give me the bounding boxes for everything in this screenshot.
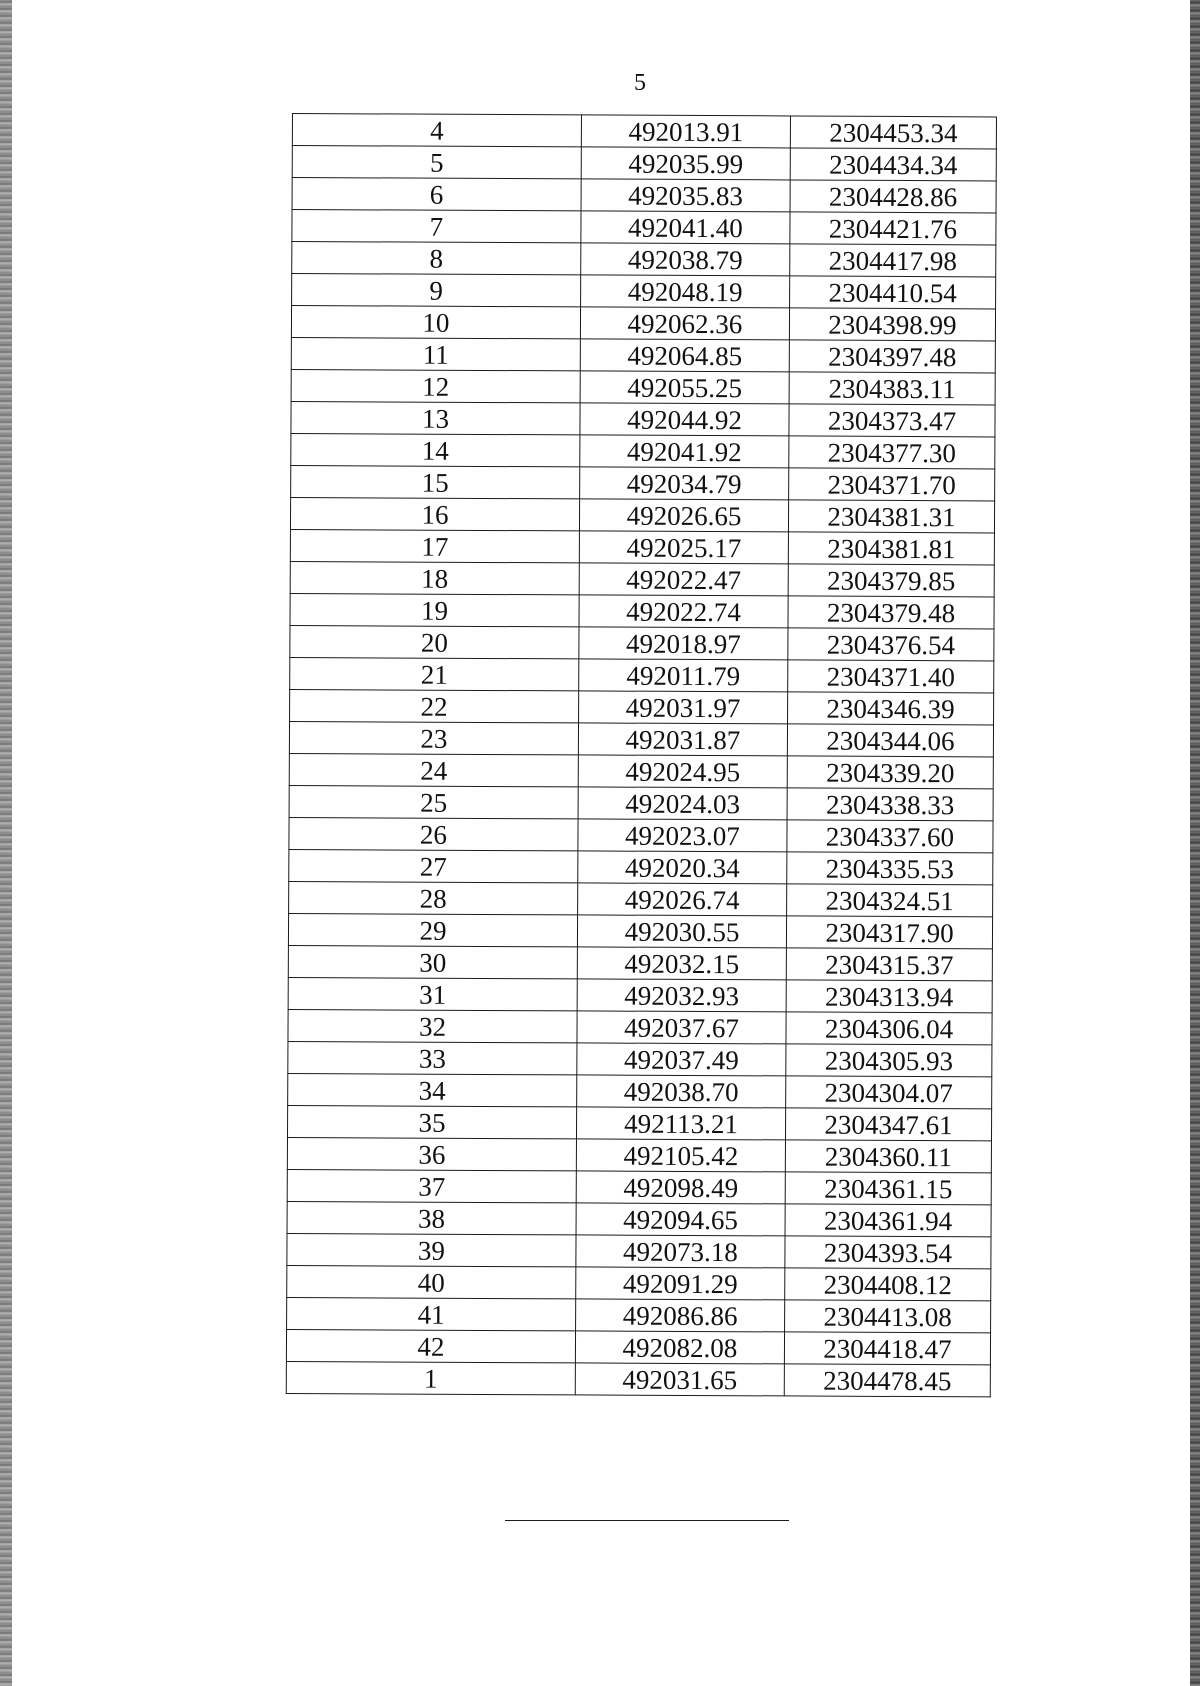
x-coordinate-cell: 492032.93 bbox=[577, 979, 786, 1012]
y-coordinate-cell: 2304317.90 bbox=[786, 916, 992, 949]
table-row bbox=[290, 689, 994, 724]
x-coordinate-cell: 492048.19 bbox=[581, 275, 790, 308]
x-coordinate-cell: 492026.74 bbox=[578, 883, 787, 916]
y-coordinate-cell: 2304478.45 bbox=[784, 1364, 990, 1397]
x-coordinate-cell: 492082.08 bbox=[575, 1331, 784, 1364]
table-row bbox=[288, 913, 992, 948]
table-row bbox=[287, 1201, 991, 1236]
x-coordinate-cell: 492024.03 bbox=[578, 787, 787, 820]
x-coordinate-cell: 492031.87 bbox=[578, 723, 787, 756]
point-number-cell: 35 bbox=[287, 1105, 576, 1138]
table-row bbox=[292, 114, 996, 149]
y-coordinate-cell: 2304393.54 bbox=[785, 1236, 991, 1269]
y-coordinate-cell: 2304305.93 bbox=[786, 1044, 992, 1077]
y-coordinate-cell: 2304453.34 bbox=[790, 116, 996, 149]
table-row bbox=[290, 497, 994, 532]
y-coordinate-cell: 2304347.61 bbox=[785, 1108, 991, 1141]
table-row bbox=[287, 1265, 991, 1300]
y-coordinate-cell: 2304397.48 bbox=[789, 340, 995, 373]
table-row bbox=[289, 721, 993, 756]
y-coordinate-cell: 2304344.06 bbox=[787, 724, 993, 757]
table-row bbox=[287, 1137, 991, 1172]
x-coordinate-cell: 492086.86 bbox=[576, 1299, 785, 1332]
y-coordinate-cell: 2304379.48 bbox=[788, 596, 994, 629]
table-row bbox=[288, 1073, 992, 1108]
y-coordinate-cell: 2304324.51 bbox=[787, 884, 993, 917]
table-row bbox=[291, 401, 995, 436]
y-coordinate-cell: 2304383.11 bbox=[789, 372, 995, 405]
x-coordinate-cell: 492073.18 bbox=[576, 1235, 785, 1268]
x-coordinate-cell: 492064.85 bbox=[580, 339, 789, 372]
y-coordinate-cell: 2304381.31 bbox=[788, 500, 994, 533]
table-row bbox=[288, 977, 992, 1012]
x-coordinate-cell: 492035.83 bbox=[581, 179, 790, 212]
y-coordinate-cell: 2304361.94 bbox=[785, 1204, 991, 1237]
x-coordinate-cell: 492091.29 bbox=[576, 1267, 785, 1300]
y-coordinate-cell: 2304371.70 bbox=[789, 468, 995, 501]
y-coordinate-cell: 2304315.37 bbox=[786, 948, 992, 981]
y-coordinate-cell: 2304417.98 bbox=[790, 244, 996, 277]
point-number-cell: 20 bbox=[290, 625, 579, 658]
x-coordinate-cell: 492062.36 bbox=[580, 307, 789, 340]
x-coordinate-cell: 492026.65 bbox=[579, 499, 788, 532]
x-coordinate-cell: 492035.99 bbox=[581, 147, 790, 180]
point-number-cell: 27 bbox=[289, 849, 578, 882]
point-number-cell: 22 bbox=[290, 689, 579, 722]
x-coordinate-cell: 492024.95 bbox=[578, 755, 787, 788]
table-row bbox=[292, 210, 996, 245]
table-row bbox=[287, 1233, 991, 1268]
point-number-cell: 30 bbox=[288, 945, 577, 978]
y-coordinate-cell: 2304338.33 bbox=[787, 788, 993, 821]
x-coordinate-cell: 492105.42 bbox=[576, 1139, 785, 1172]
table-row bbox=[292, 178, 996, 213]
table-row bbox=[287, 1297, 991, 1332]
table-row bbox=[288, 1041, 992, 1076]
coordinate-table-body bbox=[286, 114, 996, 1397]
x-coordinate-cell: 492034.79 bbox=[580, 467, 789, 500]
scan-edge-left bbox=[0, 0, 12, 1686]
y-coordinate-cell: 2304346.39 bbox=[788, 692, 994, 725]
x-coordinate-cell: 492044.92 bbox=[580, 403, 789, 436]
coordinate-table bbox=[286, 113, 997, 1397]
table-row bbox=[286, 1361, 990, 1396]
y-coordinate-cell: 2304313.94 bbox=[786, 980, 992, 1013]
table-row bbox=[287, 1105, 991, 1140]
point-number-cell: 33 bbox=[288, 1041, 577, 1074]
point-number-cell: 12 bbox=[291, 369, 580, 402]
y-coordinate-cell: 2304377.30 bbox=[789, 436, 995, 469]
point-number-cell: 14 bbox=[291, 433, 580, 466]
table-row bbox=[289, 881, 993, 916]
y-coordinate-cell: 2304418.47 bbox=[784, 1332, 990, 1365]
page-number: 5 bbox=[634, 70, 646, 96]
point-number-cell: 28 bbox=[289, 881, 578, 914]
point-number-cell: 5 bbox=[292, 146, 581, 179]
x-coordinate-cell: 492031.97 bbox=[579, 691, 788, 724]
table-row bbox=[292, 274, 996, 309]
x-coordinate-cell: 492022.47 bbox=[579, 563, 788, 596]
point-number-cell: 31 bbox=[288, 977, 577, 1010]
x-coordinate-cell: 492113.21 bbox=[576, 1107, 785, 1140]
point-number-cell: 15 bbox=[291, 465, 580, 498]
y-coordinate-cell: 2304371.40 bbox=[788, 660, 994, 693]
point-number-cell: 32 bbox=[288, 1009, 577, 1042]
point-number-cell: 39 bbox=[287, 1233, 576, 1266]
y-coordinate-cell: 2304335.53 bbox=[787, 852, 993, 885]
y-coordinate-cell: 2304398.99 bbox=[789, 308, 995, 341]
table-row bbox=[292, 146, 996, 181]
point-number-cell: 37 bbox=[287, 1169, 576, 1202]
point-number-cell: 6 bbox=[292, 178, 581, 211]
x-coordinate-cell: 492038.79 bbox=[581, 243, 790, 276]
table-row bbox=[289, 785, 993, 820]
x-coordinate-cell: 492011.79 bbox=[579, 659, 788, 692]
table-row bbox=[287, 1169, 991, 1204]
point-number-cell: 23 bbox=[289, 721, 578, 754]
point-number-cell: 10 bbox=[291, 306, 580, 339]
point-number-cell: 9 bbox=[292, 274, 581, 307]
table-row bbox=[292, 242, 996, 277]
scan-edge-right bbox=[1190, 0, 1200, 1686]
x-coordinate-cell: 492037.67 bbox=[577, 1011, 786, 1044]
table-row bbox=[288, 945, 992, 980]
y-coordinate-cell: 2304337.60 bbox=[787, 820, 993, 853]
point-number-cell: 41 bbox=[287, 1297, 576, 1330]
table-row bbox=[290, 561, 994, 596]
x-coordinate-cell: 492038.70 bbox=[577, 1075, 786, 1108]
x-coordinate-cell: 492030.55 bbox=[577, 915, 786, 948]
table-row bbox=[288, 1009, 992, 1044]
point-number-cell: 7 bbox=[292, 210, 581, 243]
point-number-cell: 26 bbox=[289, 817, 578, 850]
point-number-cell: 4 bbox=[292, 114, 581, 147]
y-coordinate-cell: 2304434.34 bbox=[790, 148, 996, 181]
table-row bbox=[291, 306, 995, 341]
point-number-cell: 36 bbox=[287, 1137, 576, 1170]
y-coordinate-cell: 2304381.81 bbox=[788, 532, 994, 565]
point-number-cell: 1 bbox=[286, 1361, 575, 1394]
table-row bbox=[289, 849, 993, 884]
table-row bbox=[290, 529, 994, 564]
point-number-cell: 24 bbox=[289, 753, 578, 786]
y-coordinate-cell: 2304361.15 bbox=[785, 1172, 991, 1205]
y-coordinate-cell: 2304408.12 bbox=[785, 1268, 991, 1301]
point-number-cell: 29 bbox=[288, 913, 577, 946]
table-row bbox=[291, 433, 995, 468]
x-coordinate-cell: 492013.91 bbox=[581, 115, 790, 148]
point-number-cell: 11 bbox=[291, 337, 580, 370]
point-number-cell: 38 bbox=[287, 1201, 576, 1234]
x-coordinate-cell: 492041.92 bbox=[580, 435, 789, 468]
table-row bbox=[291, 369, 995, 404]
y-coordinate-cell: 2304413.08 bbox=[785, 1300, 991, 1333]
point-number-cell: 16 bbox=[290, 497, 579, 530]
x-coordinate-cell: 492018.97 bbox=[579, 627, 788, 660]
end-rule bbox=[505, 1520, 789, 1521]
x-coordinate-cell: 492031.65 bbox=[575, 1363, 784, 1396]
y-coordinate-cell: 2304410.54 bbox=[790, 276, 996, 309]
table-row bbox=[291, 465, 995, 500]
point-number-cell: 18 bbox=[290, 561, 579, 594]
y-coordinate-cell: 2304379.85 bbox=[788, 564, 994, 597]
y-coordinate-cell: 2304373.47 bbox=[789, 404, 995, 437]
table-row bbox=[290, 593, 994, 628]
x-coordinate-cell: 492094.65 bbox=[576, 1203, 785, 1236]
x-coordinate-cell: 492041.40 bbox=[581, 211, 790, 244]
point-number-cell: 17 bbox=[290, 529, 579, 562]
y-coordinate-cell: 2304304.07 bbox=[786, 1076, 992, 1109]
point-number-cell: 40 bbox=[287, 1265, 576, 1298]
x-coordinate-cell: 492025.17 bbox=[579, 531, 788, 564]
point-number-cell: 21 bbox=[290, 657, 579, 690]
x-coordinate-cell: 492037.49 bbox=[577, 1043, 786, 1076]
point-number-cell: 34 bbox=[288, 1073, 577, 1106]
point-number-cell: 25 bbox=[289, 785, 578, 818]
table-row bbox=[289, 753, 993, 788]
y-coordinate-cell: 2304306.04 bbox=[786, 1012, 992, 1045]
y-coordinate-cell: 2304360.11 bbox=[785, 1140, 991, 1173]
table-row bbox=[286, 1329, 990, 1364]
table-row bbox=[289, 817, 993, 852]
point-number-cell: 42 bbox=[286, 1329, 575, 1362]
point-number-cell: 13 bbox=[291, 401, 580, 434]
y-coordinate-cell: 2304339.20 bbox=[787, 756, 993, 789]
x-coordinate-cell: 492020.34 bbox=[578, 851, 787, 884]
y-coordinate-cell: 2304376.54 bbox=[788, 628, 994, 661]
y-coordinate-cell: 2304428.86 bbox=[790, 180, 996, 213]
x-coordinate-cell: 492032.15 bbox=[577, 947, 786, 980]
x-coordinate-cell: 492055.25 bbox=[580, 371, 789, 404]
x-coordinate-cell: 492098.49 bbox=[576, 1171, 785, 1204]
table-row bbox=[290, 657, 994, 692]
table-row bbox=[290, 625, 994, 660]
table-row bbox=[291, 337, 995, 372]
x-coordinate-cell: 492023.07 bbox=[578, 819, 787, 852]
point-number-cell: 8 bbox=[292, 242, 581, 275]
point-number-cell: 19 bbox=[290, 593, 579, 626]
x-coordinate-cell: 492022.74 bbox=[579, 595, 788, 628]
y-coordinate-cell: 2304421.76 bbox=[790, 212, 996, 245]
